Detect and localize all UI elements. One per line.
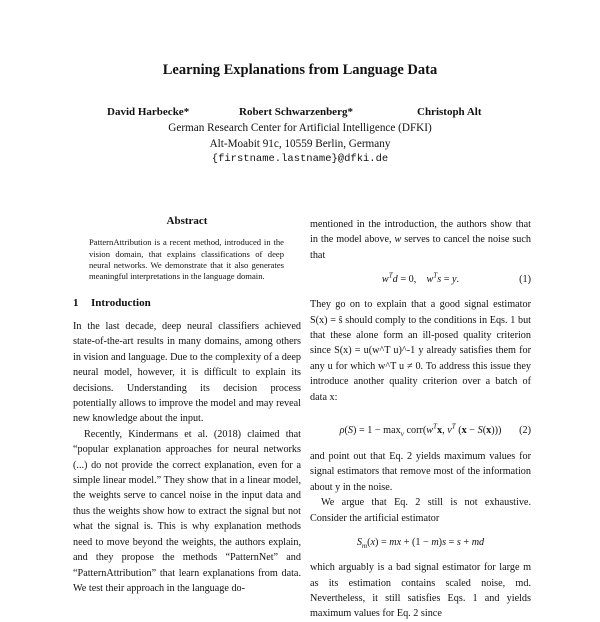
affiliation-address: Alt-Moabit 91c, 10559 Berlin, Germany — [209, 137, 391, 150]
section-number: 1 — [73, 296, 79, 309]
author-list — [0, 106, 600, 122]
intro-paragraph-2: Recently, Kindermans et al. (2018) claimed that “popular explanation approaches for neural networks (...) do not provide the correct explanation, even for a simple linear model.” They show that in a linear model, the weights serve to cancel noise in the input data and thus the weights show how to extract the signal but not what the signal is. This is why explanation methods need to move beyond the weights, the authors explain, and they propose the methods “PatternNet” and “PatternAttribution” that learn explanations from data. We test their approach in the language do- — [73, 428, 301, 594]
abstract-text: PatternAttribution is a recent method, introduced in the vision domain, that explains classifications of deep neural networks. We demonstrate that it also generates meaningful interpretations in the language domain. — [89, 237, 284, 282]
author-1: David Harbecke* — [107, 106, 190, 118]
equation-1-number: (1) — [519, 274, 531, 286]
author-3: Christoph Alt — [417, 106, 482, 118]
section-heading-introduction — [73, 296, 301, 311]
right-column — [310, 217, 531, 622]
paper-title: Learning Explanations from Language Data — [162, 62, 438, 78]
equation-2: $\rho(S) = 1 - \max_v$ $corr(w^Tx$, $v^T$ (x − S(x))) (2) — [310, 411, 531, 443]
right-paragraph-4: We argue that Eq. 2 still is not exhaustive. Consider the artificial estimator — [310, 497, 531, 524]
right-paragraph-1-part-a: mentioned in the introduction, the authors show that in the model above, — [310, 219, 531, 246]
abstract-heading: Abstract — [166, 215, 208, 227]
equation-3: $S_m(x)$ = mx + (1 − m)s = s + md — [356, 537, 485, 551]
affiliation-block — [0, 121, 600, 168]
author-2: Robert Schwarzenberg* — [239, 106, 353, 118]
right-paragraph-3: and point out that Eq. 2 yields maximum values for signal estimators that remove most of the information about y in the noise. — [310, 451, 531, 493]
section-title: Introduction — [91, 296, 151, 309]
intro-paragraph-1: In the last decade, deep neural classifiers achieved state-of-the-art results in many domains, among others in vision and language. Due to the complexity of a deep neural model, however, it is difficult to explain its decisions. Understanding its decision process potentially allows to improve the model and may reveal new knowledge about the input. — [73, 321, 301, 425]
affiliation-org: German Research Center for Artificial Intelligence (DFKI) — [168, 122, 432, 134]
right-paragraph-2: They go on to explain that a good signal estimator S(x) = ŝ should comply to the conditions in Eqs. 1 but that these alone form an ill-posed quality criterion since S(x) = u(w^T u)^-1 y already satisfies them for any u for which w^T u ≠ 0. To address this issue they introduce another quality criterion over a batch of data x: — [310, 299, 531, 403]
right-paragraph-1: mentioned in the introduction, the authors show that in the model above, w serves to cancel the noise such that — [310, 219, 531, 261]
right-paragraph-5: which arguably is a bad signal estimator for large m as its estimation contains scaled noise, md. Nevertheless, it still satisfies Eqs. 1 and yields maximum values for Eq. 2 since — [310, 562, 531, 620]
affiliation-email: {firstname.lastname}@dfki.de — [211, 153, 389, 165]
equation-1: $w^Td = 0$, $w^Ts = y$. (1) — [310, 271, 531, 289]
equation-2-number: (2) — [519, 425, 531, 437]
left-column — [73, 214, 301, 596]
right-paragraph-1-part-b: serves to cancel the noise such that — [310, 234, 531, 261]
